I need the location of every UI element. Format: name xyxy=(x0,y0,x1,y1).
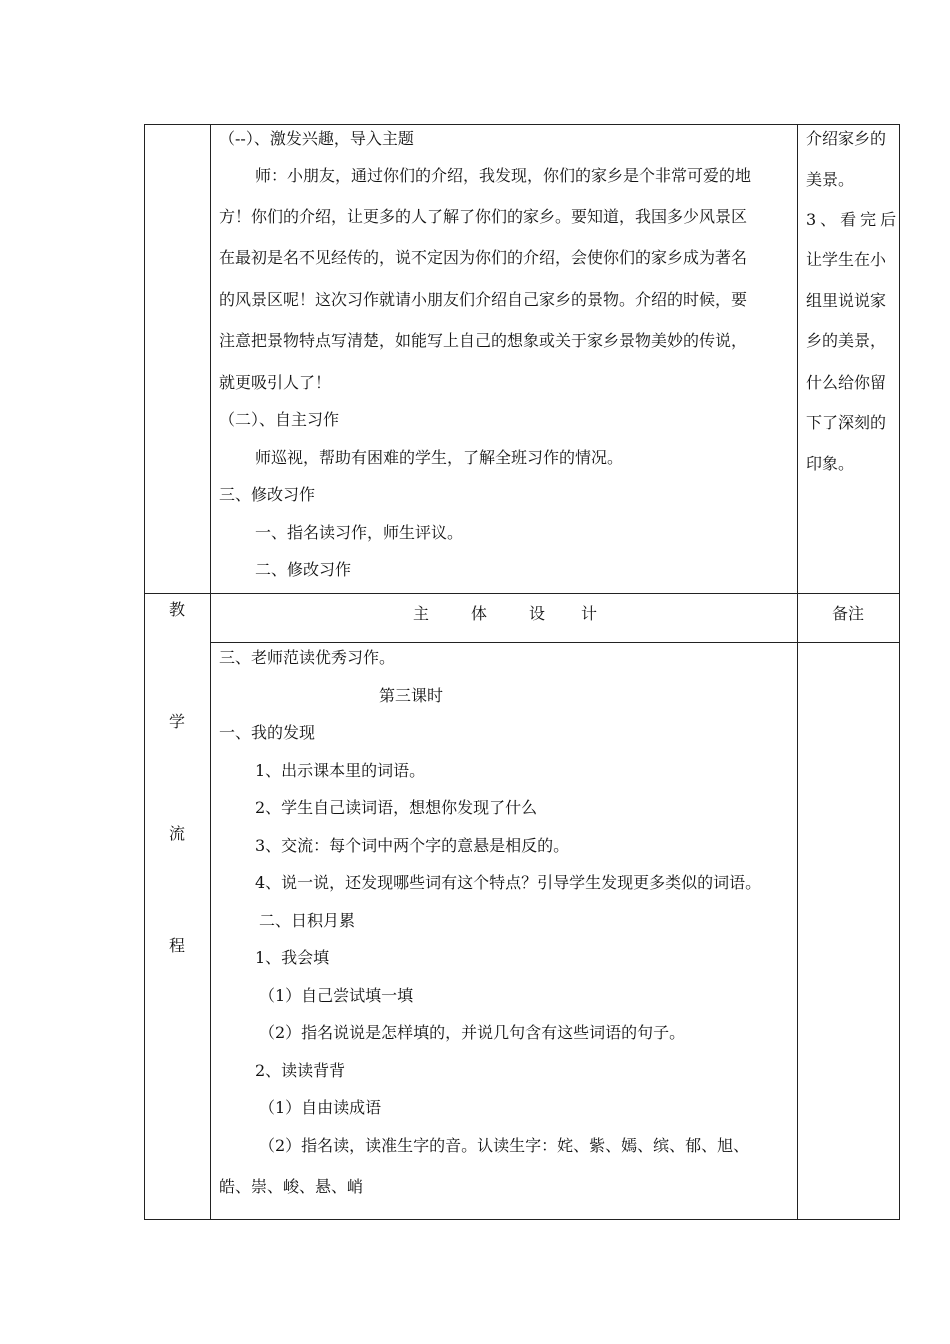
table-row-divider xyxy=(144,593,900,594)
text-line: 1、出示课本里的词语。 xyxy=(255,761,426,780)
text-line: 就更吸引人了！ xyxy=(219,373,332,392)
table-border-top xyxy=(144,124,900,125)
text-line: 师巡视，帮助有困难的学生，了解全班习作的情况。 xyxy=(255,448,624,467)
header-char: 计 xyxy=(581,604,598,623)
text-line: 一、指名读习作，师生评议。 xyxy=(255,523,464,542)
note-line: 美景。 xyxy=(806,170,855,189)
text-line: 注意把景物特点写清楚，如能写上自己的想象或关于家乡景物美妙的传说， xyxy=(219,331,748,350)
side-label-char: 学 xyxy=(169,712,186,731)
note-line: 介绍家乡的 xyxy=(806,129,887,148)
section-heading: 一、我的发现 xyxy=(219,723,316,742)
header-char: 设 xyxy=(529,604,546,623)
note-line: 下了深刻的 xyxy=(806,413,887,432)
text-line: 二、修改习作 xyxy=(255,560,352,579)
note-line: 让学生在小 xyxy=(806,250,887,269)
text-line: 4、说一说，还发现哪些词有这个特点？引导学生发现更多类似的词语。 xyxy=(255,873,762,892)
text-line: 皓、崇、峻、悬、峭 xyxy=(219,1177,364,1196)
side-label-char: 教 xyxy=(169,600,186,619)
lesson-title: 第三课时 xyxy=(379,686,444,705)
text-line: 师：小朋友，通过你们的介绍，我发现，你们的家乡是个非常可爱的地 xyxy=(255,166,752,185)
text-line: （1）自己尝试填一填 xyxy=(259,986,414,1005)
text-line: 2、读读背背 xyxy=(255,1061,346,1080)
header-char: 体 xyxy=(471,604,488,623)
note-line: 3、看完后 xyxy=(806,210,901,229)
text-line: 三、老师范读优秀习作。 xyxy=(219,648,396,667)
header-row-divider xyxy=(210,642,900,643)
section-heading: （二）、自主习作 xyxy=(219,410,340,429)
side-label-char: 程 xyxy=(169,936,186,955)
table-column-divider-1 xyxy=(210,124,211,1220)
table-border-bottom xyxy=(144,1219,900,1220)
text-line: 2、学生自己读词语，想想你发现了什么 xyxy=(255,798,538,817)
note-line: 印象。 xyxy=(806,454,855,473)
note-line: 乡的美景， xyxy=(806,331,887,350)
text-line: 方！你们的介绍，让更多的人了解了你们的家乡。要知道，我国多少风景区 xyxy=(219,207,748,226)
text-line: （--）、激发兴趣，导入主题 xyxy=(219,129,414,148)
text-line: （2）指名读，读准生字的音。认读生字：姹、紫、嫣、缤、郁、旭、 xyxy=(259,1136,750,1155)
text-line: 在最初是名不见经传的，说不定因为你们的介绍，会使你们的家乡成为著名 xyxy=(219,248,748,267)
notes-header: 备注 xyxy=(832,604,865,623)
note-line: 什么给你留 xyxy=(806,373,887,392)
side-label-char: 流 xyxy=(169,824,186,843)
table-column-divider-2 xyxy=(797,124,798,1220)
header-char: 主 xyxy=(413,604,430,623)
text-line: 3、交流：每个词中两个字的意悬是相反的。 xyxy=(255,836,570,855)
note-line: 组里说说家 xyxy=(806,291,887,310)
table-border-left xyxy=(144,124,145,1220)
text-line: （2）指名说说是怎样填的，并说几句含有这些词语的句子。 xyxy=(259,1023,686,1042)
section-heading: 二、日积月累 xyxy=(259,911,356,930)
text-line: 1、我会填 xyxy=(255,948,330,967)
table-border-right xyxy=(899,124,900,1220)
section-heading: 三、修改习作 xyxy=(219,485,316,504)
text-line: 的风景区呢！这次习作就请小朋友们介绍自己家乡的景物。介绍的时候，要 xyxy=(219,290,748,309)
text-line: （1）自由读成语 xyxy=(259,1098,382,1117)
